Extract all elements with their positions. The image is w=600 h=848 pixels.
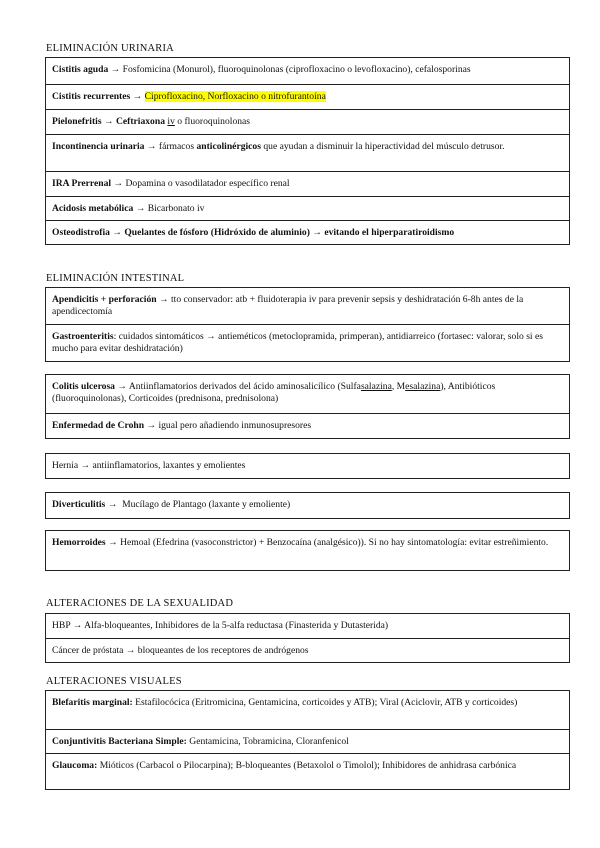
term: Diverticulitis	[52, 499, 106, 510]
table-row	[46, 638, 569, 662]
treatment: Bicarbonato iv	[147, 203, 205, 214]
table-row: Gastroenteritis: cuidados sintomáticos → antieméticos (metoclopramida, primperan), antidiarreico (fortasec: valorar, solo si es mucho para evitar deshidratación)	[46, 324, 569, 361]
treatment: HBP → Alfa-bloqueantes, Inhibidores de la 5-alfa reductasa (Finasterida y Dutasterida)	[52, 620, 389, 631]
table-row	[46, 729, 569, 753]
treatment: o fluoroquinolonas	[177, 116, 251, 127]
separator: , M	[391, 381, 406, 392]
table-visuales	[45, 690, 570, 790]
term: Osteodistrofia	[52, 227, 110, 238]
table-row	[46, 134, 569, 171]
treatment: Cáncer de próstata → bloqueantes de los receptores de andrógenos	[52, 645, 309, 656]
section-title-visuales: ALTERACIONES VISUALES	[46, 676, 182, 687]
table-sexualidad	[45, 613, 570, 663]
treatment: Mucílago de Plantago (laxante y emoliente)	[122, 499, 291, 510]
arrow: →	[110, 64, 121, 75]
treatment: Fosfomicina (Monurol), fluoroquinolonas (ciprofloxacino o levofloxacino), cefalosporinas	[122, 64, 471, 75]
treatment: cuidados sintomáticos → antieméticos (metoclopramida, primperan), antidiarreico (fortasec: valorar, solo si es mucho para evitar deshidratación)	[52, 331, 543, 354]
table-hernia	[45, 453, 570, 479]
table-diverticulitis	[45, 492, 570, 519]
term: Apendicitis + perforación	[52, 294, 157, 305]
table-intestinal-2	[45, 374, 570, 439]
drug: Ceftriaxona	[115, 116, 165, 127]
term: Incontinencia urinaria	[52, 141, 145, 152]
term: Acidosis metabólica	[52, 203, 134, 214]
table-row	[46, 84, 569, 109]
table-hemorroides	[45, 530, 570, 571]
table-row	[46, 454, 569, 478]
arrow: →	[107, 499, 118, 510]
arrow: →	[146, 141, 157, 152]
arrow: →	[146, 420, 157, 431]
treatment: Dopamina o vasodilatador específico renal	[125, 178, 290, 189]
drug-underlined: salazina	[360, 381, 392, 392]
arrow: →	[132, 91, 143, 102]
route: iv	[167, 116, 175, 127]
treatment: que ayudan a disminuir la hiperactividad del músculo detrusor.	[263, 141, 505, 152]
table-row	[46, 614, 569, 638]
pre: fármacos	[158, 141, 195, 152]
table-row	[46, 58, 569, 84]
drug: Quelantes de fósforo (Hidróxido de aluminio)	[124, 227, 310, 238]
arrow: →	[159, 294, 169, 305]
term: Glaucoma:	[52, 760, 98, 771]
drug-part: Sulfa	[340, 381, 361, 392]
table-row	[46, 691, 569, 729]
drug-underlined: zina	[424, 381, 441, 392]
arrow: →	[312, 227, 322, 238]
table-row	[46, 220, 569, 244]
section-title-sexualidad: ALTERACIONES DE LA SEXUALIDAD	[46, 598, 234, 609]
table-row	[46, 493, 569, 518]
table-row	[46, 288, 569, 324]
table-row	[46, 531, 569, 570]
table-row	[46, 109, 569, 134]
table-row	[46, 171, 569, 196]
term: Hemorroides	[52, 537, 106, 548]
table-row	[46, 753, 569, 789]
treatment: igual pero añadiendo inmunosupresores	[158, 420, 312, 431]
term: Enfermedad de Crohn	[52, 420, 145, 431]
term: Blefaritis marginal:	[52, 697, 133, 708]
drug: anticolinérgicos	[196, 141, 261, 152]
arrow: →	[135, 203, 146, 214]
treatment: evitando el hiperparatiroidismo	[324, 227, 455, 238]
table-row	[46, 413, 569, 438]
term: Cistitis aguda	[52, 64, 109, 75]
term: Conjuntivitis Bacteriana Simple:	[52, 736, 187, 747]
treatment: Hernia → antiinflamatorios, laxantes y emolientes	[52, 460, 246, 471]
table-row	[46, 375, 569, 413]
treatment: Hemoal (Efedrina (vasoconstrictor) + Benzocaína (analgésico)). Si no hay sintomatología: evitar estreñimiento.	[120, 537, 549, 548]
treatment: Gentamicina, Tobramicina, Cloranfenicol	[189, 736, 349, 747]
table-urinaria	[45, 57, 570, 245]
term: Gastroenteritis	[52, 331, 114, 342]
arrow: →	[108, 537, 118, 548]
treatment: tto conservador: atb + fluidoterapia iv para prevenir sepsis y deshidratación 6-8h antes de la apendicectomía	[52, 294, 524, 317]
section-title-urinaria: ELIMINACIÓN URINARIA	[46, 43, 174, 54]
table-intestinal-1	[45, 287, 570, 362]
treatment: Mióticos (Carbacol o Pilocarpina); B-bloqueantes (Betaxolol o Timolol); Inhibidores de anhidrasa carbónica	[99, 760, 517, 771]
treatment-post: ), Antibióticos (fluoroquinolonas), Corticoides (prednisona, prednisolona)	[52, 381, 496, 404]
term: Colitis ulcerosa	[52, 381, 115, 392]
drug-underlined: esala	[405, 381, 425, 392]
arrow: →	[112, 227, 122, 238]
highlighted-treatment: Ciprofloxacino, Norfloxacino o nitrofurantoína	[144, 91, 326, 102]
term: Pielonefritis	[52, 116, 102, 127]
term: Cistitis recurrentes	[52, 91, 131, 102]
table-row	[46, 196, 569, 220]
term: IRA Prerrenal	[52, 178, 112, 189]
arrow: →	[103, 116, 114, 127]
treatment: Estafilocócica (Eritromicina, Gentamicina, corticoides y ATB); Viral (Aciclovir, ATB y corticoides)	[135, 697, 518, 708]
arrow: →	[117, 381, 127, 392]
arrow: →	[113, 178, 124, 189]
section-title-intestinal: ELIMINACIÓN INTESTINAL	[46, 273, 185, 284]
treatment-pre: Antiinflamatorios derivados del ácido aminosalicílico (	[128, 381, 341, 392]
